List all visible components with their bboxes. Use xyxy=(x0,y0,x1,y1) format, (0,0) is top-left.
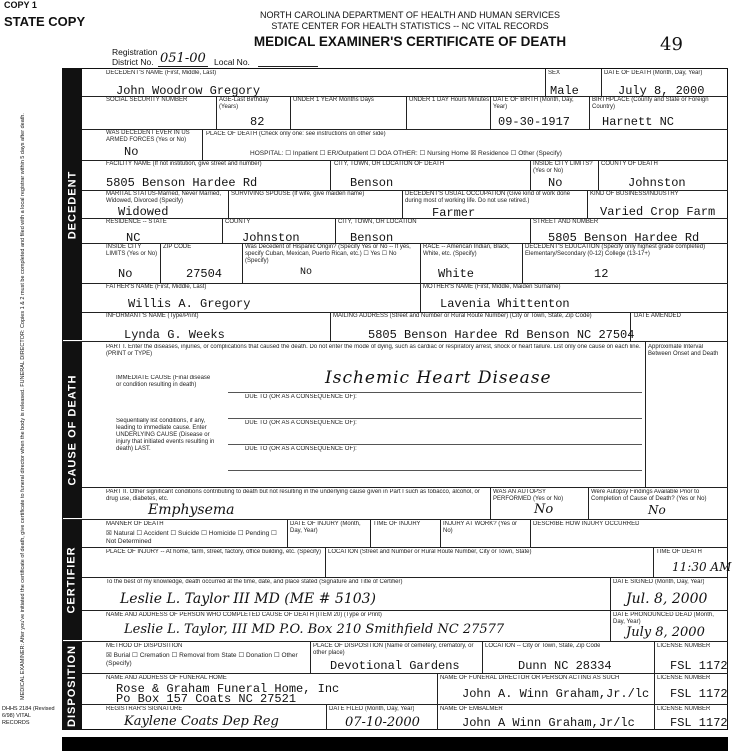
value-disp-location: Dunn NC 28334 xyxy=(518,659,612,673)
label-informant: INFORMANT'S NAME (Type/Print) xyxy=(106,313,199,319)
label-age: AGE-Last Birthday (Years) xyxy=(219,97,269,110)
label-license-1: LICENSE NUMBER xyxy=(657,643,711,649)
label-under1y: UNDER 1 YEAR Months Days xyxy=(293,97,374,103)
value-inside-city-limits: No xyxy=(118,267,133,281)
label-registrar: REGISTRAR'S SIGNATURE xyxy=(106,706,183,712)
dept-name: NORTH CAROLINA DEPARTMENT OF HEALTH AND HUMAN SERVICES xyxy=(259,10,561,20)
label-disp-location: LOCATION -- City or Town, State, Zip Code xyxy=(485,643,601,649)
label-armed-forces: WAS DECEDENT EVER IN US ARMED FORCES (Yes or No) xyxy=(106,130,190,143)
value-funeral-address: Po Box 157 Coats NC 27521 xyxy=(116,692,297,706)
method-options: ☒ Burial ☐ Cremation ☐ Removal from State ☐ Donation ☐ Other (Specify) xyxy=(106,652,298,667)
value-facility: 5805 Benson Hardee Rd xyxy=(106,176,258,190)
value-city-of-death: Benson xyxy=(350,176,394,190)
place-of-death-options: HOSPITAL: ☐ Inpatient ☐ ER/Outpatient ☐ DOA OTHER: ☐ Nursing Home ☒ Residence ☐ Other (Specify) xyxy=(250,150,562,157)
label-date-signed: DATE SIGNED (Month, Day, Year) xyxy=(613,579,705,585)
value-hispanic: No xyxy=(300,267,313,278)
due-to-2: DUE TO (OR AS A CONSEQUENCE OF): xyxy=(245,420,357,426)
label-funeral-home: NAME AND ADDRESS OF FUNERAL HOME xyxy=(106,675,227,681)
section-decedent: DECEDENT xyxy=(62,69,82,340)
value-cert-person: Leslie L. Taylor, III MD P.O. Box 210 Smithfield NC 27577 xyxy=(124,622,505,637)
value-armed-forces: No xyxy=(124,145,139,159)
scan-bottom-band xyxy=(62,737,728,751)
value-funeral-director: John A. Winn Graham,Jr./lc xyxy=(462,687,650,701)
label-under1d: UNDER 1 DAY Hours Minutes xyxy=(409,97,489,103)
label-date-filed: DATE FILED (Month, Day, Year) xyxy=(329,706,415,712)
district-label: District No. xyxy=(112,57,154,67)
label-time-death: TIME OF DEATH xyxy=(656,549,702,555)
label-autopsy: WAS AN AUTOPSY PERFORMED (Yes or No) xyxy=(493,489,564,502)
label-at-work: INJURY AT WORK? (Yes or No) xyxy=(443,521,518,534)
registrar-signature: Kaylene Coats Dep Reg xyxy=(124,714,279,729)
label-pronounced: DATE PRONOUNCED DEAD (Month, Day, Year) xyxy=(613,612,714,625)
label-inside-city-limits: INSIDE CITY LIMITS (Yes or No) xyxy=(106,244,158,257)
label-interval: Approximate Interval Between Onset and Death xyxy=(648,344,719,357)
label-funeral-director: NAME OF FUNERAL DIRECTOR OR PERSON ACTING AS SUCH xyxy=(440,675,620,681)
label-residence-county: COUNTY xyxy=(225,219,251,225)
label-cert-person: NAME AND ADDRESS OF PERSON WHO COMPLETED CAUSE OF DEATH (ITEM 20) (Type or Print) xyxy=(106,612,382,618)
label-dob: DATE OF BIRTH (Month, Day, Year) xyxy=(493,97,574,110)
value-age: 82 xyxy=(250,115,265,129)
state-copy-label: STATE COPY xyxy=(4,14,86,29)
value-father: Willis A. Gregory xyxy=(128,297,251,311)
value-street: 5805 Benson Hardee Rd xyxy=(548,231,700,245)
district-number: 051-00 xyxy=(160,51,206,66)
value-license-1: FSL 1172 xyxy=(670,659,728,673)
label-ssn: SOCIAL SECURITY NUMBER xyxy=(106,97,188,103)
label-manner: MANNER OF DEATH xyxy=(106,521,164,527)
certifier-signature: Leslie L. Taylor III MD (ME # 5103) xyxy=(120,591,376,607)
value-date-filed: 07-10-2000 xyxy=(345,715,420,730)
value-education: 12 xyxy=(594,267,609,281)
label-date-injury: DATE OF INJURY (Month, Day, Year) xyxy=(290,521,361,534)
section-certifier: CERTIFIER xyxy=(62,520,82,640)
value-residence-county: Johnston xyxy=(242,231,300,245)
label-sex: SEX xyxy=(548,70,561,76)
value-date-signed: Jul. 8, 2000 xyxy=(626,591,708,607)
section-disposition: DISPOSITION xyxy=(62,642,82,730)
label-place-of-death: PLACE OF DEATH (Check only one: see instructions on other side) xyxy=(206,131,386,137)
value-birthplace: Harnett NC xyxy=(602,115,675,129)
label-cert-text: To the best of my knowledge, death occurred at the time, date, and place stated (Signature and Title of Certifier) xyxy=(106,579,403,585)
label-birthplace: BIRTHPLACE (County and State or Foreign Country) xyxy=(592,97,709,110)
label-name: DECEDENT'S NAME (First, Middle, Last) xyxy=(106,70,217,76)
page-title: MEDICAL EXAMINER'S CERTIFICATE OF DEATH xyxy=(253,34,567,49)
label-mother: MOTHER'S NAME (First, Middle, Maiden Surname) xyxy=(423,284,561,290)
label-facility: FACILITY NAME (If not institution, give street and number) xyxy=(106,161,262,167)
label-part2: PART II. Other significant conditions contributing to death but not resulting in the underlying cause given in Part I such as tobacco, alcohol, or drug use, diabetes, etc. xyxy=(106,489,480,502)
manner-options: ☒ Natural ☐ Accident ☐ Suicide ☐ Homicide ☐ Pending ☐ Not Determined xyxy=(106,530,277,545)
value-place-disposition: Devotional Gardens xyxy=(330,659,460,673)
label-findings: Were Autopsy Findings Available Prior to Completion of Cause of Death? (Yes or No) xyxy=(591,489,707,502)
label-inside-city: INSIDE CITY LIMITS? (Yes or No) xyxy=(533,161,593,174)
value-industry: Varied Crop Farm xyxy=(600,205,716,219)
label-sequential: Sequentially list conditions, if any, leading to immediate cause. Enter UNDERLYING CAUSE (Disease or injury that initiated events resulting in death) LAST. xyxy=(116,418,215,452)
value-mother: Lavenia Whittenton xyxy=(440,297,570,311)
value-autopsy: No xyxy=(534,502,554,517)
label-spouse: SURVIVING SPOUSE (If wife, give maiden name) xyxy=(231,191,365,197)
label-location: LOCATION (Street and Number or Rural Route Number, City or Town, State) xyxy=(328,549,532,555)
copy-label: COPY 1 xyxy=(4,0,37,10)
center-name: STATE CENTER FOR HEALTH STATISTICS -- NC VITAL RECORDS xyxy=(271,21,549,31)
local-label: Local No. xyxy=(214,57,250,67)
label-father: FATHER'S NAME (First, Middle, Last) xyxy=(106,284,207,290)
value-dod: July 8, 2000 xyxy=(618,84,705,98)
label-race: RACE -- American Indian, Black, White, etc. (Specify) xyxy=(423,244,510,257)
label-education: DECEDENT'S EDUCATION (Specify only highest grade completed) Elementary/Secondary (0-12) College (13-17+) xyxy=(525,244,706,257)
value-sex: Male xyxy=(550,84,579,98)
value-marital: Widowed xyxy=(118,205,169,219)
label-license-3: LICENSE NUMBER xyxy=(657,706,711,712)
value-informant: Lynda G. Weeks xyxy=(124,328,225,342)
side-note: MEDICAL EXAMINER: After you've initiated the certificate of death, give certificate to funeral director when the body is released. FUNERAL DIRECTOR: Copies 1 & 2 must be completed and filed with a local registrar within 5 days after death. xyxy=(20,113,26,700)
label-place-disposition: PLACE OF DISPOSITION (Name of cemetery, crematory, or other place) xyxy=(313,643,474,656)
value-residence-city: Benson xyxy=(350,231,394,245)
value-pronounced: July 8, 2000 xyxy=(626,625,705,640)
value-race: White xyxy=(438,267,475,281)
value-funeral-name: Rose & Graham Funeral Home, Inc xyxy=(116,682,340,696)
label-residence-city: CITY, TOWN, OR LOCATION xyxy=(338,219,417,225)
label-mailing: MAILING ADDRESS (Street and Number or Rural Route Number) (City or Town, State, Zip Code) xyxy=(333,313,592,319)
label-county-of-death: COUNTY OF DEATH xyxy=(601,161,658,167)
form-id: DHHS 2184 (Revised 6/98) VITAL RECORDS xyxy=(2,706,55,726)
due-to-1: DUE TO (OR AS A CONSEQUENCE OF): xyxy=(245,394,357,400)
label-license-2: LICENSE NUMBER xyxy=(657,675,711,681)
value-embalmer: John A Winn Graham,Jr/lc xyxy=(462,716,635,730)
section-cause: CAUSE OF DEATH xyxy=(62,342,82,518)
certificate-number: 49 xyxy=(660,34,683,55)
label-place-injury: PLACE OF INJURY -- At home, farm, street, factory, office building, etc. (Specify) xyxy=(106,549,321,555)
label-dod: DATE OF DEATH (Month, Day, Year) xyxy=(604,70,703,76)
value-time-death: 11:30 AM xyxy=(672,560,732,574)
label-part1: PART I. Enter the diseases, injuries, or complications that caused the death. Do not enter the mode of dying, such as cardiac or respiratory arrest, shock or heart failure. List only one cause on each line. (PRINT or TYPE) xyxy=(106,344,641,357)
value-license-3: FSL 1172 xyxy=(670,716,728,730)
value-residence-state: NC xyxy=(126,231,141,245)
value-mailing: 5805 Benson Hardee Rd Benson NC 27504 xyxy=(368,328,635,342)
label-immediate-cause: IMMEDIATE CAUSE (Final disease or condition resulting in death) xyxy=(116,375,211,388)
label-describe: DESCRIBE HOW INJURY OCCURRED xyxy=(533,521,640,527)
label-street: STREET AND NUMBER xyxy=(533,219,599,225)
value-findings: No xyxy=(648,503,666,517)
value-name: John Woodrow Gregory xyxy=(116,84,261,98)
label-embalmer: NAME OF EMBALMER xyxy=(440,706,503,712)
value-inside-city: No xyxy=(548,176,563,190)
value-immediate-cause: Ischemic Heart Disease xyxy=(325,368,552,388)
label-hispanic: Was Decedent of Hispanic Origin? (Specify Yes or No -- If yes, specify Cuban, Mexican, Puerto Rican, etc.) ☐ Yes ☐ No (Specify) xyxy=(245,244,411,264)
registration-label: Registration xyxy=(112,47,158,57)
label-time-injury: TIME OF INJURY xyxy=(373,521,421,527)
due-to-3: DUE TO (OR AS A CONSEQUENCE OF): xyxy=(245,446,357,452)
label-zip: ZIP CODE xyxy=(163,244,192,250)
value-dob: 09-30-1917 xyxy=(498,115,571,129)
label-occupation: DECEDENT'S USUAL OCCUPATION (Give kind of work done during most of working life. Do not use retired.) xyxy=(405,191,571,204)
label-marital: MARITAL STATUS-Married, Never Married, Widowed, Divorced (Specify) xyxy=(106,191,222,204)
label-industry: KIND OF BUSINESS/INDUSTRY xyxy=(590,191,679,197)
value-license-2: FSL 1172 xyxy=(670,687,728,701)
label-method: METHOD OF DISPOSITION xyxy=(106,643,183,649)
value-occupation: Farmer xyxy=(432,206,476,220)
label-amended: DATE AMENDED xyxy=(634,313,681,319)
value-county-of-death: Johnston xyxy=(628,176,686,190)
value-zip: 27504 xyxy=(186,267,223,281)
label-city-of-death: CITY, TOWN, OR LOCATION OF DEATH xyxy=(334,161,445,167)
label-residence-state: RESIDENCE -- STATE xyxy=(106,219,167,225)
value-part2: Emphysema xyxy=(148,502,235,518)
